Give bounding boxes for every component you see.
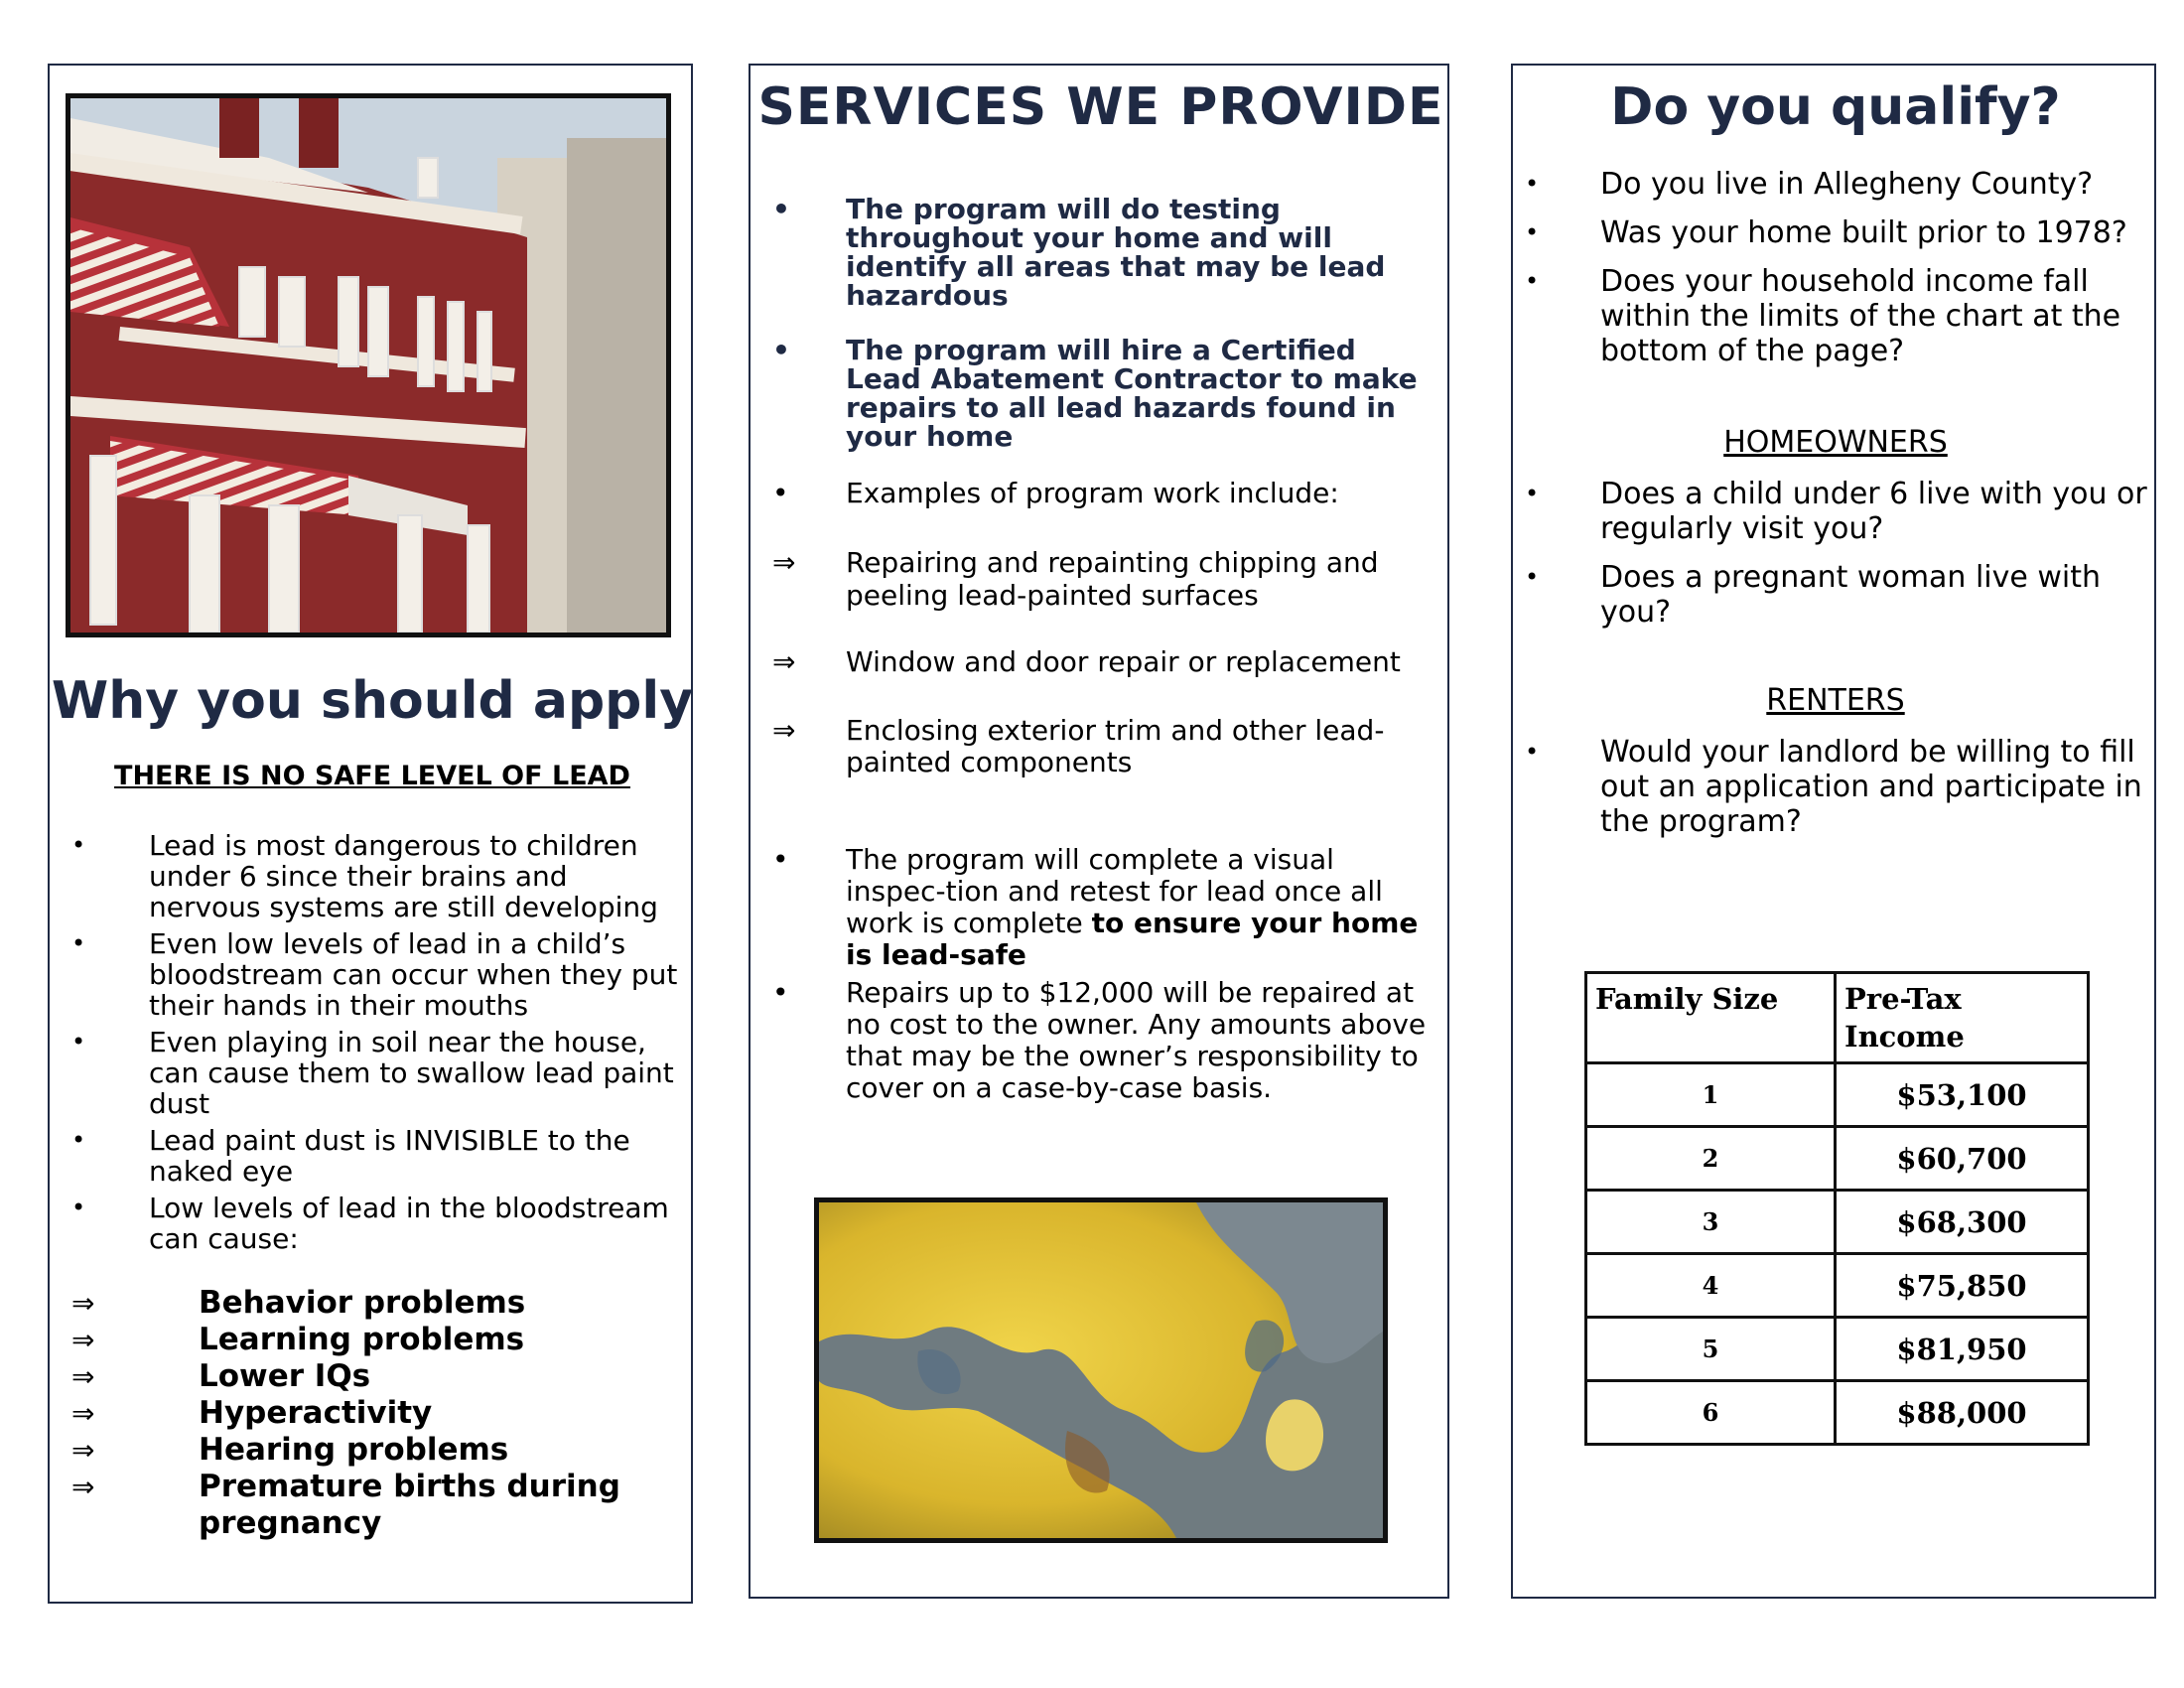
bullet-icon: • [772,334,790,366]
bullet-icon: • [1525,480,1540,507]
arrow-icon: ⇒ [772,546,796,579]
arrow-icon: ⇒ [71,1434,95,1467]
bullet-icon: • [772,193,790,225]
services-title: SERVICES WE PROVIDE [757,77,1444,137]
qualify-item-county: • Do you live in Allegheny County? [1525,167,2094,202]
bullet-icon: • [1525,170,1540,198]
list-item: • Even playing in soil near the house, can cause them to swallow lead paint dust [71,1026,674,1120]
list-item: ⇒ Premature births during pregnancy [71,1469,620,1541]
no-safe-level-heading: THERE IS NO SAFE LEVEL OF LEAD [114,761,630,791]
bullet-icon: • [71,1028,86,1055]
lead-effects-list [71,1285,687,1542]
bullet-icon: • [71,1126,86,1154]
qualify-title: Do you qualify? [1610,77,2061,137]
list-item: • Lead is most dangerous to children under 6 since their brains and nervous systems are still developing [71,829,658,923]
list-item: • Low levels of lead in the bloodstream can cause: [71,1192,669,1255]
arrow-icon: ⇒ [71,1360,95,1393]
example-enclosing: ⇒ Enclosing exterior trim and other lead-painted components [772,714,1385,778]
family-size-cell: 4 [1586,1254,1836,1318]
family-size-cell: 2 [1586,1127,1836,1191]
renters-heading: RENTERS [1766,683,1905,718]
table-row [1586,1063,2089,1127]
list-item: • Even low levels of lead in a child’s bloodstream can occur when they put their hands in their mouths [71,927,678,1022]
income-cell: $68,300 [1836,1191,2089,1254]
family-size-cell: 1 [1586,1063,1836,1127]
service-item-inspection: • The program will complete a visual inspec-tion and retest for lead once all work is complete to ensure your home is lead-safe [772,843,1419,971]
table-row [1586,1381,2089,1445]
list-item: ⇒ Hearing problems [71,1432,509,1468]
bullet-icon: • [1525,267,1540,295]
service-item-testing: • The program will do testing throughout your home and will identify all areas that may be lead hazardous [772,193,1386,312]
homeowner-item-child: • Does a child under 6 live with you or regularly visit you? [1525,477,2147,546]
table-row [1586,1254,2089,1318]
family-size-cell: 3 [1586,1191,1836,1254]
service-item-examples: • Examples of program work include: [772,477,1339,509]
arrow-icon: ⇒ [71,1324,95,1356]
service-item-contractor: • The program will hire a Certified Lead Abatement Contractor to make repairs to all lead hazards found in your home [772,334,1418,453]
panel-services [749,64,1449,1599]
example-window-door: ⇒ Window and door repair or replacement [772,645,1401,678]
family-size-cell: 6 [1586,1381,1836,1445]
arrow-icon: ⇒ [71,1397,95,1430]
list-item: ⇒ Behavior problems [71,1285,526,1321]
peeling-paint-photo [814,1197,1388,1543]
table-row [1586,1191,2089,1254]
homeowners-heading: HOMEOWNERS [1723,425,1948,460]
bullet-icon: • [71,1194,86,1221]
panel-why-apply [48,64,693,1604]
arrow-icon: ⇒ [772,714,796,747]
example-repainting: ⇒ Repairing and repainting chipping and peeling lead-painted surfaces [772,546,1379,612]
income-cell: $53,100 [1836,1063,2089,1127]
lead-danger-list [71,830,687,1260]
list-item: ⇒ Hyperactivity [71,1395,433,1431]
income-limits-table [1584,971,2090,1446]
why-apply-title: Why you should apply [51,671,694,731]
homeowner-item-pregnant: • Does a pregnant woman live with you? [1525,560,2102,630]
header-family-size: Family Size [1586,973,1836,1063]
renter-item-landlord: • Would your landlord be willing to fill out an application and participate in the program? [1525,735,2142,839]
income-cell: $75,850 [1836,1254,2089,1318]
header-pre-tax-income: Pre-Tax Income [1836,973,2089,1063]
table-header-row [1586,973,2089,1063]
bullet-icon: • [772,843,789,876]
income-cell: $88,000 [1836,1381,2089,1445]
family-size-cell: 5 [1586,1318,1836,1381]
bullet-icon: • [71,831,86,859]
bullet-icon: • [1525,738,1540,766]
list-item: ⇒ Lower IQs [71,1358,371,1394]
qualify-item-income: • Does your household income fall within the limits of the chart at the bottom of the page? [1525,264,2121,368]
bullet-icon: • [772,477,789,509]
arrow-icon: ⇒ [71,1471,95,1503]
arrow-icon: ⇒ [71,1287,95,1320]
bullet-icon: • [772,976,789,1009]
bullet-icon: • [71,929,86,957]
table-row [1586,1318,2089,1381]
row-houses-photo [66,93,671,637]
service-item-cost: • Repairs up to $12,000 will be repaired at no cost to the owner. Any amounts above that may be the owner’s responsibility to cover on a case-by-case basis. [772,976,1427,1104]
income-cell: $81,950 [1836,1318,2089,1381]
income-cell: $60,700 [1836,1127,2089,1191]
bullet-icon: • [1525,218,1540,246]
bullet-icon: • [1525,563,1540,591]
list-item: ⇒ Learning problems [71,1322,525,1357]
list-item: • Lead paint dust is INVISIBLE to the naked eye [71,1124,630,1188]
table-row [1586,1127,2089,1191]
qualify-item-built: • Was your home built prior to 1978? [1525,215,2127,250]
panel-qualify [1511,64,2156,1599]
arrow-icon: ⇒ [772,645,796,678]
